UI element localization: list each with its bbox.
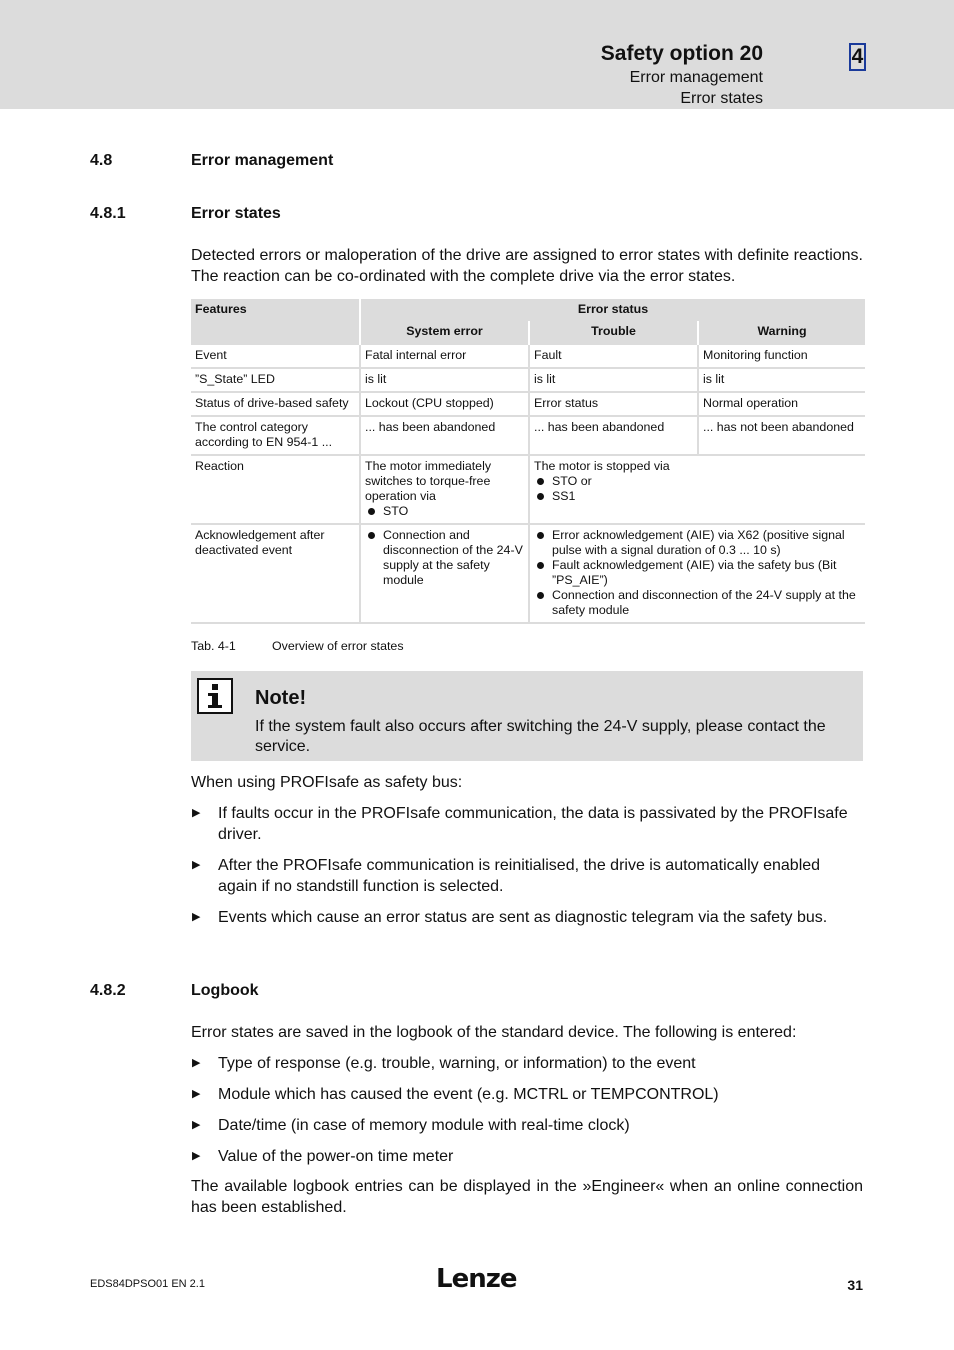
table-cell: Acknowledgement after deactivated event <box>191 524 360 623</box>
list-item: SS1 <box>534 489 861 504</box>
list-item: ▶ Date/time (in case of memory module with real-time clock) <box>191 1115 863 1136</box>
info-icon <box>197 678 233 714</box>
error-states-table <box>191 299 865 624</box>
brand-logo: Lenze <box>436 1264 517 1294</box>
list-item: Error acknowledgement (AIE) via X62 (positive signal pulse with a signal duration of 0.3 ... 10 s) <box>534 528 861 558</box>
section-title: Error management <box>191 152 334 169</box>
table-caption-number: Tab. 4-1 <box>191 639 236 653</box>
subsection-number: 4.8.2 <box>90 982 126 999</box>
profisafe-lead: When using PROFIsafe as safety bus: <box>191 774 463 791</box>
table-cell: ... has been abandoned <box>529 416 698 455</box>
subsection-title: Error states <box>191 205 281 222</box>
page-number: 31 <box>847 1277 863 1293</box>
subsection-title: Logbook <box>191 982 259 999</box>
table-row <box>191 392 865 416</box>
bullet-list <box>534 474 861 504</box>
list-item: ▶ Value of the power-on time meter <box>191 1146 863 1167</box>
table-cell <box>529 524 865 623</box>
cell-text: The motor immediately switches to torque-free operation via <box>365 459 492 503</box>
table-row <box>191 455 865 524</box>
bullet-list <box>534 528 861 618</box>
header-system-error: System error <box>360 321 529 344</box>
section-number: 4.8 <box>90 152 113 169</box>
table-row <box>191 368 865 392</box>
subsection-number: 4.8.1 <box>90 205 126 222</box>
table-cell: Error status <box>529 392 698 416</box>
header-subsubtitle: Error states <box>680 90 763 107</box>
note-text: If the system fault also occurs after switching the 24-V supply, please contact the service. <box>255 718 826 755</box>
header-features: Features <box>191 299 360 344</box>
logbook-list <box>191 1053 863 1167</box>
table-cell: Normal operation <box>698 392 865 416</box>
bullet-list <box>365 504 524 519</box>
table-cell: Status of drive-based safety <box>191 392 360 416</box>
header-trouble: Trouble <box>529 321 698 344</box>
page-header <box>0 0 954 109</box>
profisafe-list <box>191 803 863 928</box>
table-cell: is lit <box>698 368 865 392</box>
table-cell: is lit <box>360 368 529 392</box>
table-cell: ... has been abandoned <box>360 416 529 455</box>
intro-paragraph: Detected errors or maloperation of the drive are assigned to error states with definite reactions. The reaction can be co-ordinated with the complete drive via the error states. <box>191 247 863 285</box>
table-cell <box>529 455 865 524</box>
table-cell: Reaction <box>191 455 360 524</box>
logbook-closing: The available logbook entries can be displayed in the »Engineer« when an online connection has been established. <box>191 1178 863 1216</box>
table-cell: ”S_State” LED <box>191 368 360 392</box>
logbook-lead: Error states are saved in the logbook of the standard device. The following is entered: <box>191 1024 797 1041</box>
table-cell: Fatal internal error <box>360 344 529 368</box>
header-error-status: Error status <box>360 299 865 321</box>
list-item: ▶ If faults occur in the PROFIsafe communication, the data is passivated by the PROFIsafe driver. <box>191 803 863 845</box>
table-cell: Monitoring function <box>698 344 865 368</box>
list-item: Connection and disconnection of the 24-V supply at the safety module <box>534 588 861 618</box>
table-cell: is lit <box>529 368 698 392</box>
table-cell: The control category according to EN 954-1 ... <box>191 416 360 455</box>
header-subtitle: Error management <box>629 69 763 86</box>
list-item: ▶ Type of response (e.g. trouble, warning, or information) to the event <box>191 1053 863 1074</box>
chapter-number: 4 <box>849 43 866 71</box>
table-cell: Lockout (CPU stopped) <box>360 392 529 416</box>
list-item: Fault acknowledgement (AIE) via the safety bus (Bit ”PS_AIE”) <box>534 558 861 588</box>
table-cell: Event <box>191 344 360 368</box>
bullet-list <box>365 528 524 588</box>
header-warning: Warning <box>698 321 865 344</box>
footer-document-id: EDS84DPSO01 EN 2.1 <box>90 1278 205 1290</box>
table-cell <box>360 524 529 623</box>
list-item: ▶ Module which has caused the event (e.g. MCTRL or TEMPCONTROL) <box>191 1084 863 1105</box>
table-cell <box>360 455 529 524</box>
list-item: Connection and disconnection of the 24-V supply at the safety module <box>365 528 524 588</box>
table-row <box>191 344 865 368</box>
header-title: Safety option 20 <box>600 42 763 65</box>
cell-text: The motor is stopped via <box>534 459 670 473</box>
list-item: ▶ After the PROFIsafe communication is reinitialised, the drive is automatically enabled again if no standstill function is selected. <box>191 855 863 897</box>
list-item: ▶ Events which cause an error status are sent as diagnostic telegram via the safety bus. <box>191 907 863 928</box>
list-item: STO <box>365 504 524 519</box>
table-row <box>191 416 865 455</box>
table-row <box>191 524 865 623</box>
list-item: STO or <box>534 474 861 489</box>
table-cell: ... has not been abandoned <box>698 416 865 455</box>
table-cell: Fault <box>529 344 698 368</box>
note-title: Note! <box>255 687 307 709</box>
table-caption-text: Overview of error states <box>272 639 404 653</box>
note-box <box>191 671 863 761</box>
